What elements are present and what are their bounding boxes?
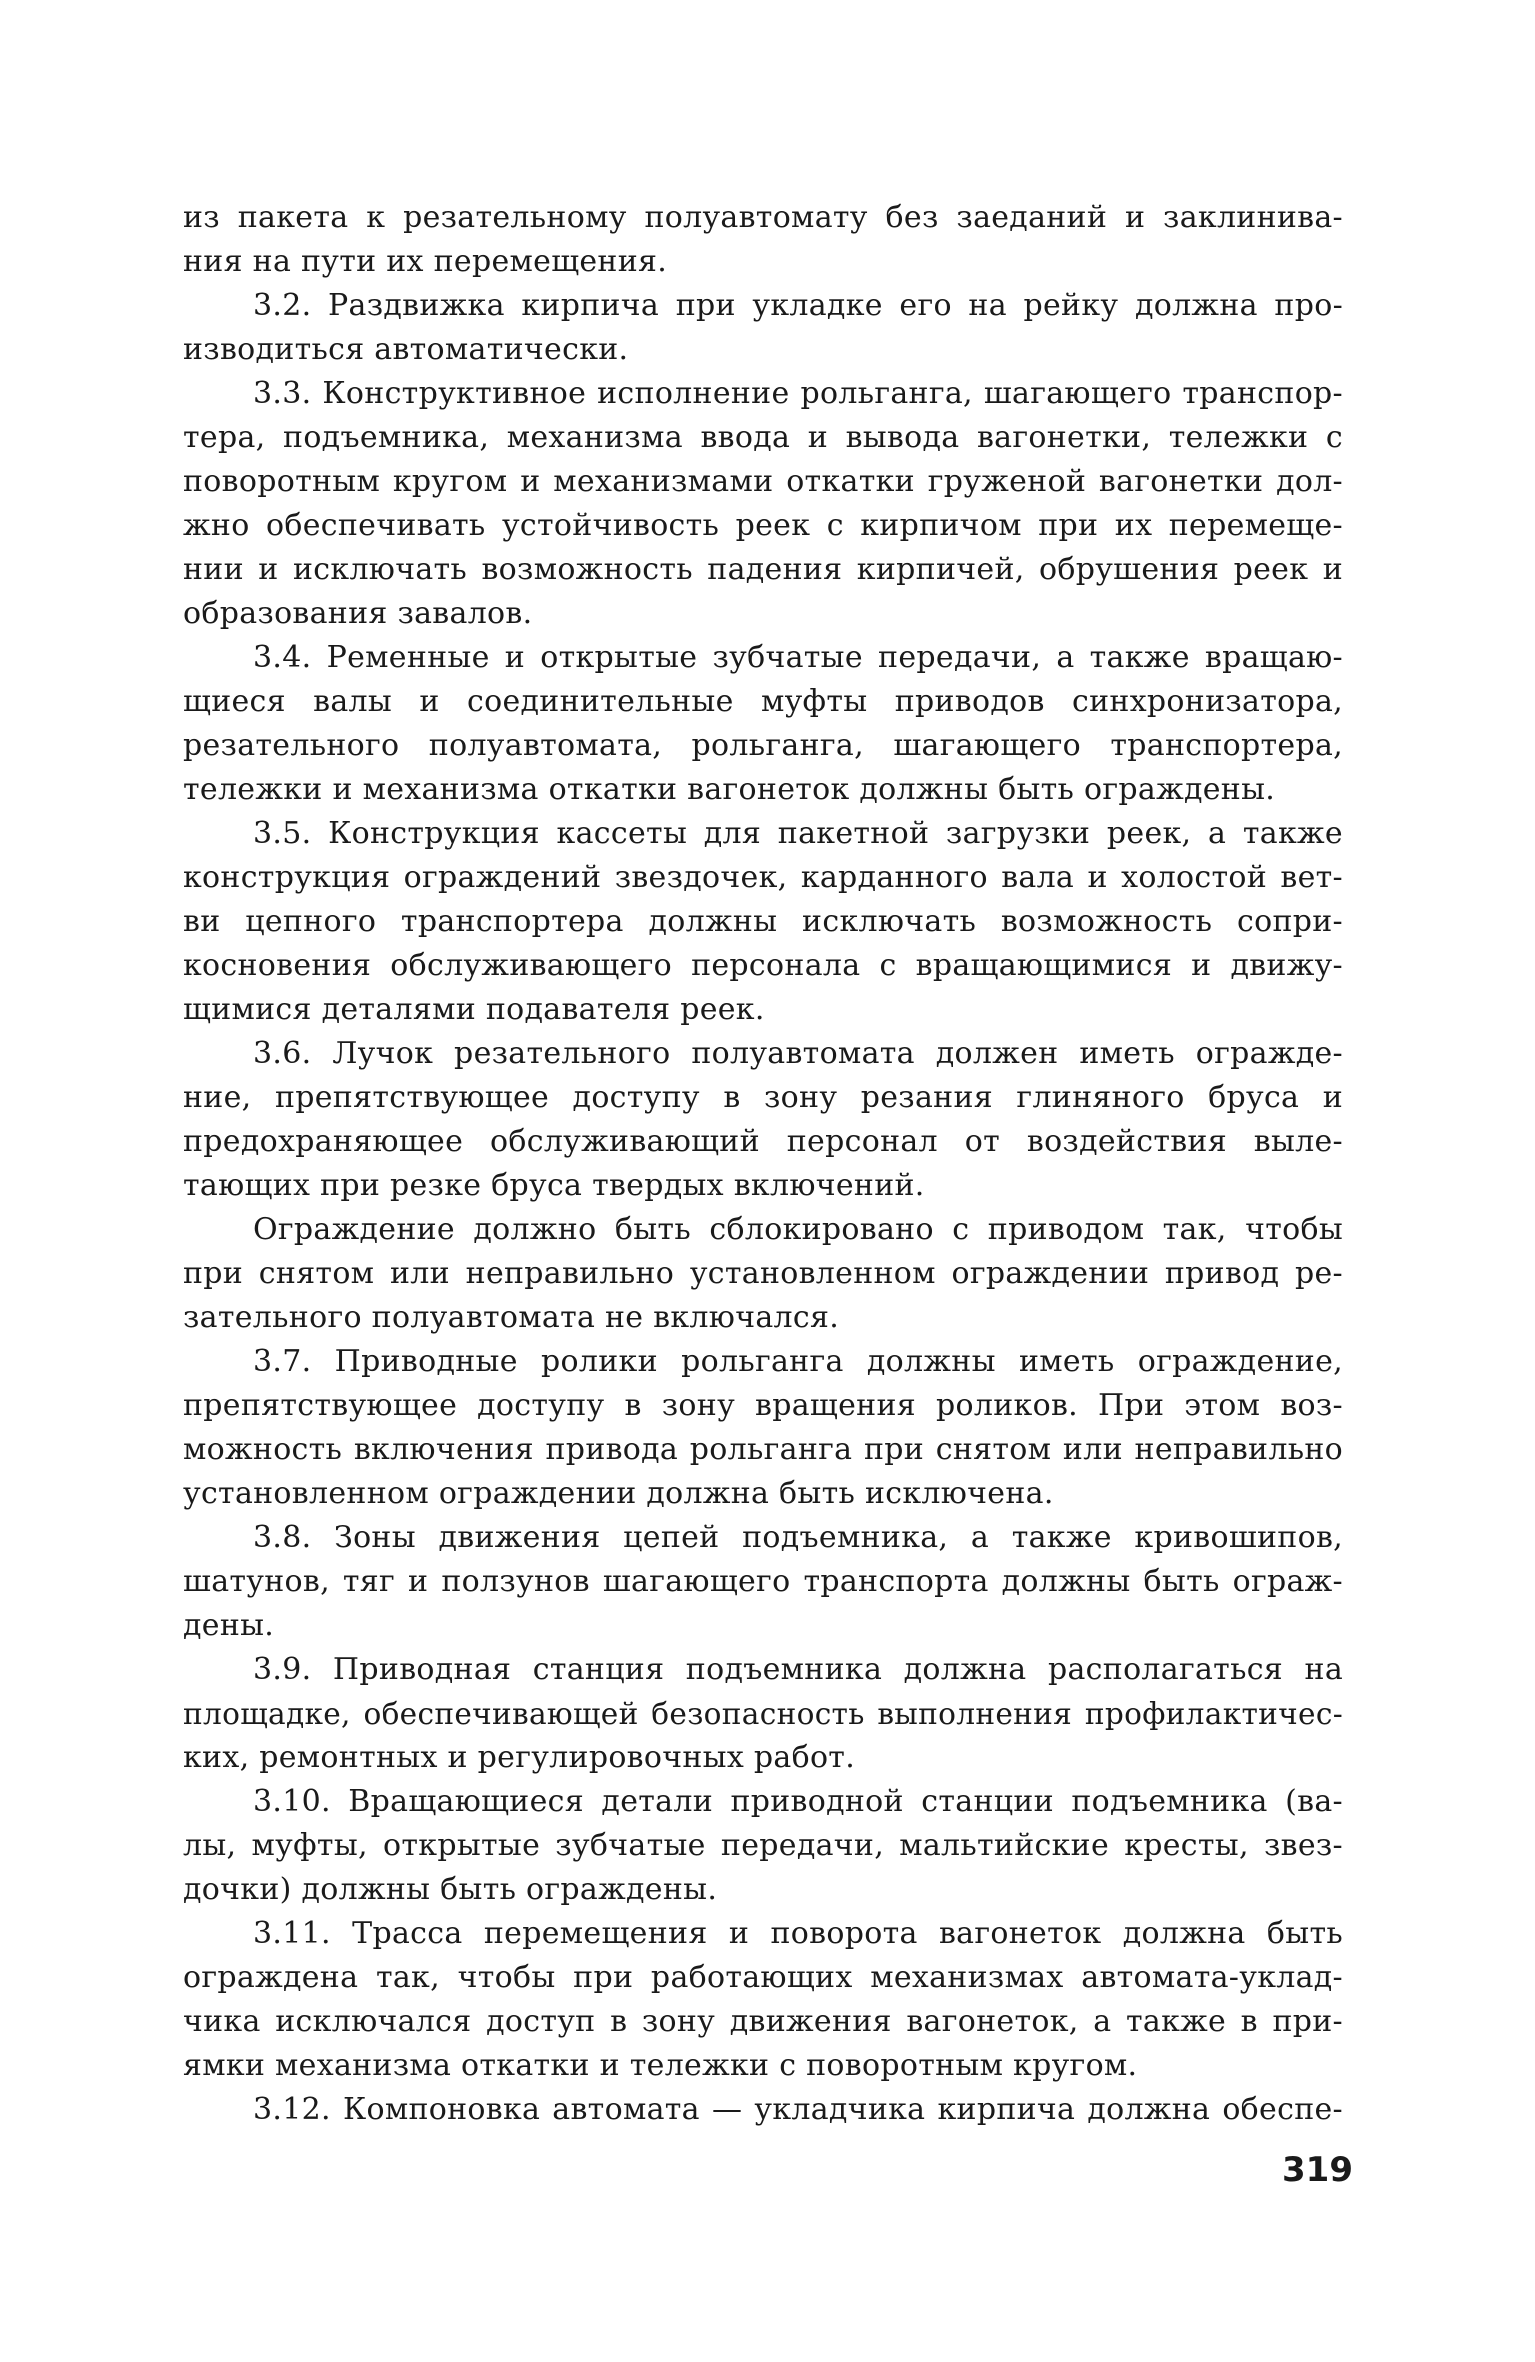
text-line: площадке, обеспечивающей безопасность выполнения профилактичес- bbox=[183, 1697, 1343, 1731]
text-line: щиеся валы и соединительные муфты приводов синхронизатора, bbox=[183, 684, 1343, 719]
text-line: поворотным кругом и механизмами откатки груженой вагонетки дол- bbox=[183, 464, 1343, 499]
text-line: препятствующее доступу в зону вращения роликов. При этом воз- bbox=[183, 1388, 1343, 1423]
text-line: при снятом или неправильно установленном ограждении привод ре- bbox=[183, 1256, 1343, 1291]
page-body bbox=[183, 196, 1343, 2132]
text-line: нии и исключать возможность падения кирпичей, обрушения реек и bbox=[183, 552, 1343, 587]
text-line: из пакета к резательному полуавтомату без заеданий и заклинива- bbox=[183, 200, 1343, 235]
text-line: установленном ограждении должна быть исключена. bbox=[183, 1476, 1054, 1511]
text-line: ких, ремонтных и регулировочных работ. bbox=[183, 1740, 856, 1775]
text-line: 3.4. Ременные и открытые зубчатые передачи, а также вращаю- bbox=[253, 640, 1343, 675]
text-line: ограждена так, чтобы при работающих механизмах автомата-уклад- bbox=[183, 1960, 1343, 1995]
text-line: 3.8. Зоны движения цепей подъемника, а также кривошипов, bbox=[253, 1520, 1343, 1555]
text-line: образования завалов. bbox=[183, 596, 533, 631]
text-line: жно обеспечивать устойчивость реек с кирпичом при их перемеще- bbox=[183, 508, 1343, 543]
text-line: 3.2. Раздвижка кирпича при укладке его на рейку должна про- bbox=[253, 288, 1343, 323]
text-line: ямки механизма откатки и тележки с поворотным кругом. bbox=[183, 2048, 1138, 2083]
text-line: 3.5. Конструкция кассеты для пакетной загрузки реек, а также bbox=[253, 816, 1343, 851]
text-line: 3.11. Трасса перемещения и поворота вагонеток должна быть bbox=[253, 1916, 1343, 1951]
text-line: дочки) должны быть ограждены. bbox=[183, 1872, 718, 1907]
text-line: 3.12. Компоновка автомата — укладчика кирпича должна обеспе- bbox=[253, 2092, 1343, 2127]
text-line: ви цепного транспортера должны исключать возможность сопри- bbox=[183, 904, 1343, 939]
text-line: косновения обслуживающего персонала с вращающимися и движу- bbox=[183, 948, 1343, 983]
text-line: 3.7. Приводные ролики рольганга должны иметь ограждение, bbox=[253, 1344, 1343, 1379]
text-line: тера, подъемника, механизма ввода и вывода вагонетки, тележки с bbox=[183, 420, 1343, 455]
text-line: 3.6. Лучок резательного полуавтомата должен иметь огражде- bbox=[253, 1036, 1343, 1071]
text-line: ния на пути их перемещения. bbox=[183, 244, 668, 279]
text-line: ние, препятствующее доступу в зону резания глиняного бруса и bbox=[183, 1080, 1343, 1115]
text-line: можность включения привода рольганга при снятом или неправильно bbox=[183, 1432, 1343, 1467]
text-line: Ограждение должно быть сблокировано с приводом так, чтобы bbox=[253, 1212, 1343, 1247]
text-line: лы, муфты, открытые зубчатые передачи, мальтийские кресты, звез- bbox=[183, 1828, 1343, 1863]
text-line: 3.9. Приводная станция подъемника должна располагаться на bbox=[253, 1652, 1343, 1687]
text-line: 3.3. Конструктивное исполнение рольганга, шагающего транспор- bbox=[253, 376, 1343, 411]
text-line: щимися деталями подавателя реек. bbox=[183, 992, 765, 1027]
text-line: чика исключался доступ в зону движения вагонеток, а также в при- bbox=[183, 2004, 1343, 2039]
text-line: предохраняющее обслуживающий персонал от воздействия выле- bbox=[183, 1124, 1343, 1159]
text-line: тающих при резке бруса твердых включений. bbox=[183, 1168, 925, 1203]
text-line: резательного полуавтомата, рольганга, шагающего транспортера, bbox=[183, 728, 1343, 763]
text-line: шатунов, тяг и ползунов шагающего транспорта должны быть ограж- bbox=[183, 1564, 1343, 1599]
text-line: конструкция ограждений звездочек, карданного вала и холостой вет- bbox=[183, 860, 1343, 895]
text-line: 3.10. Вращающиеся детали приводной станции подъемника (ва- bbox=[253, 1784, 1343, 1819]
page-number: 319 bbox=[1282, 2150, 1353, 2190]
text-line: зательного полуавтомата не включался. bbox=[183, 1300, 840, 1335]
text-line: изводиться автоматически. bbox=[183, 332, 629, 367]
text-line: тележки и механизма откатки вагонеток должны быть ограждены. bbox=[183, 772, 1276, 807]
text-line: дены. bbox=[183, 1608, 275, 1643]
